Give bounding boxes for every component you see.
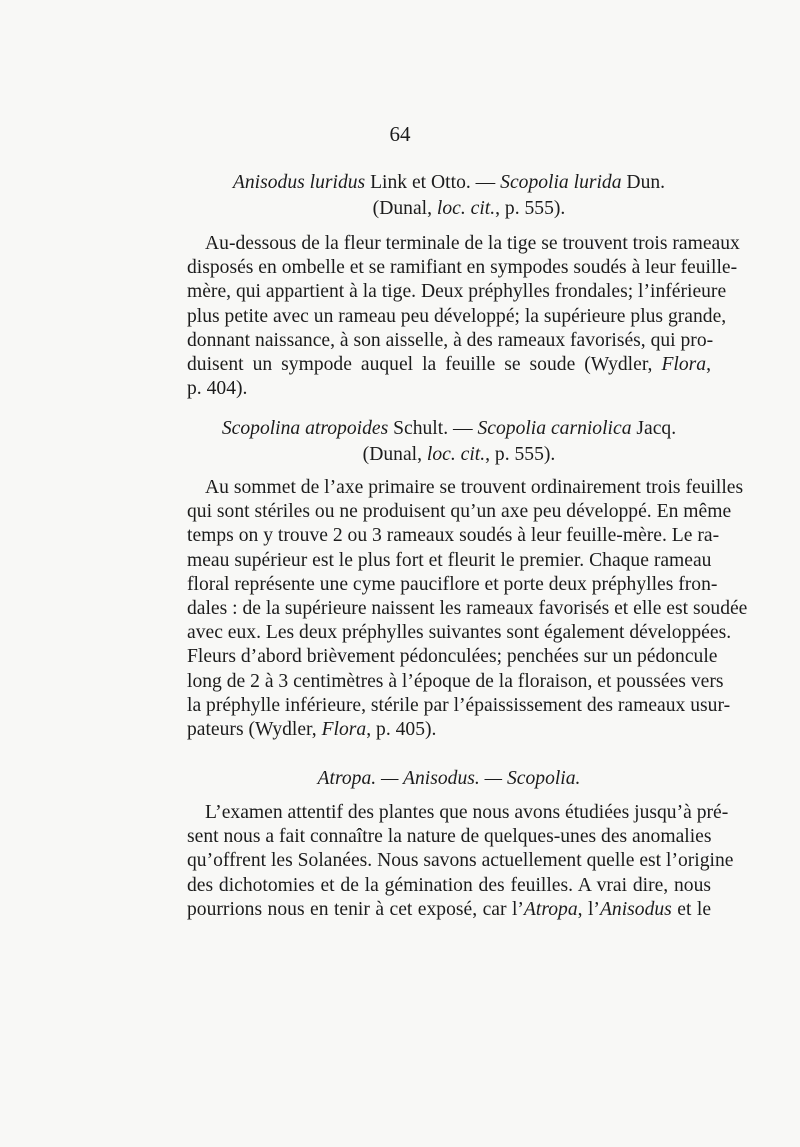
heading-line: (Dunal, loc. cit., p. 555).: [372, 198, 566, 219]
paragraph-line: duisent un sympode auquel la feuille se soude (Wydler, Flora,: [187, 354, 711, 376]
heading-line: Scopolina atropoides Schult. — Scopolia carniolica Jacq.: [221, 418, 677, 439]
paragraph-line: pateurs (Wydler, Flora, p. 405).: [187, 719, 437, 741]
section-heading-scopolina-atropoides: [187, 416, 711, 468]
heading-line: Anisodus luridus Link et Otto. — Scopolia lurida Dun.: [232, 172, 666, 193]
page-number: 64: [389, 122, 411, 146]
paragraph: Au-dessous de la fleur terminale de la tige se trouvent trois rameaux disposés en ombelle et se ramifiant en sympodes soudés à leur feuille- mère, qui appartient à la tige. Deux préphylles frondales; l’inférieure plus petite avec un rameau peu développé; la supérieure plus grande, donnant naissance, à son aisselle, à des rameaux favorisés, qui pro- duisent un sympode auquel la feuille se soude (Wydler, Flora, p. 404).: [187, 233, 740, 400]
section-heading-anisodus-luridus: [187, 170, 711, 222]
paragraph: L’examen attentif des plantes que nous avons étudiées jusqu’à pré- sent nous a fait connaître la nature de quelques-unes des anomalies qu’offrent les Solanées. Nous savons actuellement quelle est l’origine des dichotomies et de la gémination des feuilles. A vrai dire, nous pourrions nous en tenir à cet exposé, car l’Atropa, l’Anisodus et le: [187, 801, 711, 922]
section-heading-atropa: [187, 766, 711, 792]
paragraph-line: pourrions nous en tenir à cet exposé, car l’Atropa, l’Anisodus et le: [187, 898, 712, 920]
paragraph: Au sommet de l’axe primaire se trouvent ordinairement trois feuilles qui sont stériles ou ne produisent qu’un axe peu développé. En même temps on y trouve 2 ou 3 rameaux soudés à leur feuille-mère. Le ra- meau supérieur est le plus fort et fleurit le premier. Chaque rameau floral représente une cyme pauciflore et porte deux préphylles fron- dales : de la supérieure naissent les rameaux favorisés et elle est soudée avec eux. Les deux préphylles suivantes sont également développées. Fleurs d’abord brièvement pédonculées; penchées sur un pédoncule long de 2 à 3 centimètres à l’époque de la floraison, et poussées vers la préphylle inférieure, stérile par l’épaississement des rameaux usur- pateurs (Wydler, Flora, p. 405).: [187, 476, 711, 742]
heading-line: (Dunal, loc. cit., p. 555).: [362, 444, 556, 465]
heading-line: Atropa. — Anisodus. — Scopolia.: [317, 768, 581, 789]
